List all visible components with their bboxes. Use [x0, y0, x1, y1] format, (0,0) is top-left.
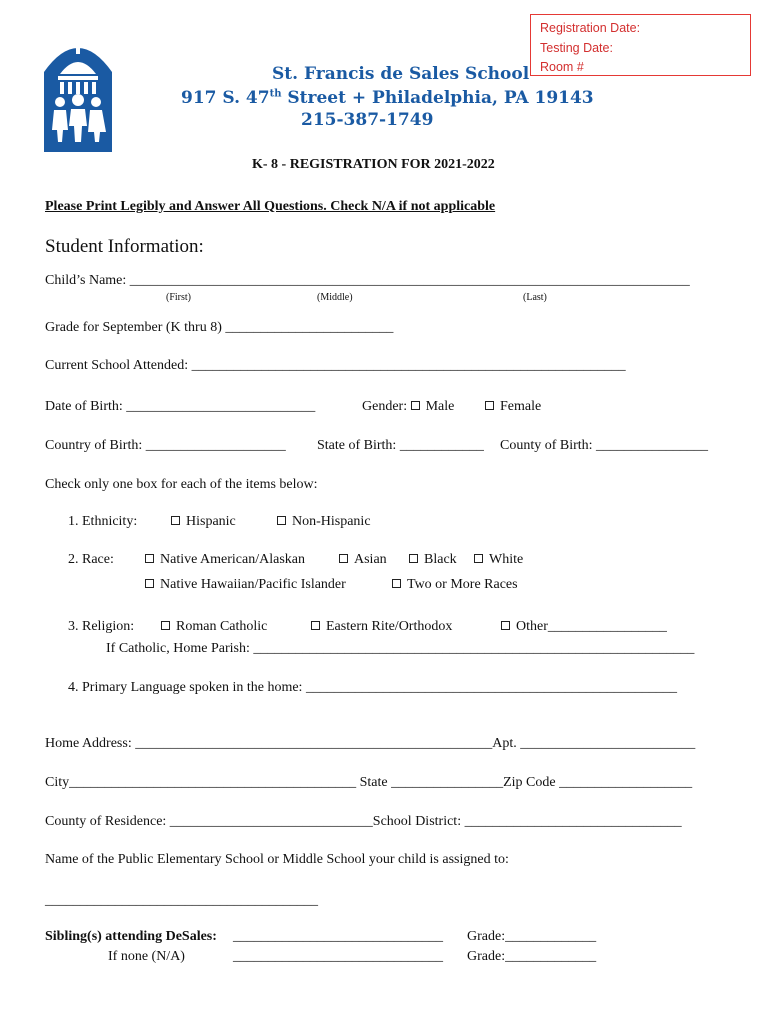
school-logo [44, 38, 112, 152]
roman-catholic-checkbox[interactable] [161, 621, 170, 630]
ethnicity-label: 1. Ethnicity: [68, 514, 138, 529]
two-or-more-checkbox[interactable] [392, 579, 401, 588]
dob-field[interactable]: Date of Birth: ___________________________ [45, 399, 316, 414]
siblings-grade-field[interactable]: Grade:_____________ [467, 929, 597, 944]
name-middle-label: (Middle) [317, 292, 353, 303]
female-checkbox[interactable] [485, 401, 494, 410]
religion-other-field[interactable]: Other_________________ [516, 619, 667, 634]
black-checkbox[interactable] [409, 554, 418, 563]
white-checkbox[interactable] [474, 554, 483, 563]
school-address [181, 88, 594, 108]
two-or-more-label: Two or More Races [407, 577, 518, 592]
roman-catholic-option [161, 619, 267, 635]
white-label: White [489, 552, 524, 567]
form-title: K- 8 - REGISTRATION FOR 2021-2022 [252, 157, 495, 172]
native-american-option [145, 552, 305, 568]
public-school-field[interactable]: _______________________________________ [45, 893, 318, 908]
home-address-field[interactable]: Home Address: ___________________________________________________Apt. _________________________ [45, 736, 696, 751]
address-sup: th [269, 88, 282, 100]
black-label: Black [424, 552, 457, 567]
registration-date-label: Registration Date: [540, 21, 641, 35]
religion-other-checkbox[interactable] [501, 621, 510, 630]
grade-september-field[interactable]: Grade for September (K thru 8) ________________________ [45, 320, 394, 335]
eastern-rite-option [311, 619, 452, 635]
section-title: Student Information: [45, 236, 204, 257]
eastern-rite-label: Eastern Rite/Orthodox [326, 619, 453, 634]
non-hispanic-checkbox[interactable] [277, 516, 286, 525]
instructions: Please Print Legibly and Answer All Questions. Check N/A if not applicable [45, 199, 496, 214]
male-label: Male [425, 399, 455, 414]
home-parish-field[interactable]: If Catholic, Home Parish: _______________________________________________________________ [106, 641, 695, 656]
room-label: Room # [540, 60, 584, 74]
check-instruction: Check only one box for each of the items below: [45, 477, 318, 492]
name-first-label: (First) [166, 292, 191, 303]
native-hawaiian-checkbox[interactable] [145, 579, 154, 588]
if-none-label: If none (N/A) [108, 949, 185, 964]
city-state-zip-field[interactable]: City_________________________________________ State ________________Zip Code ___________________ [45, 775, 693, 790]
gender-label: Gender: [362, 399, 408, 414]
male-checkbox[interactable] [411, 401, 420, 410]
native-american-checkbox[interactable] [145, 554, 154, 563]
hispanic-label: Hispanic [186, 514, 236, 529]
school-phone: 215-387-1749 [301, 110, 434, 130]
public-school-label: Name of the Public Elementary School or Middle School your child is assigned to: [45, 852, 509, 867]
religion-other-option [501, 619, 667, 635]
asian-label: Asian [354, 552, 387, 567]
siblings-field[interactable]: ______________________________ [233, 929, 443, 944]
state-of-birth-field[interactable]: State of Birth: ____________ [317, 438, 484, 453]
non-hispanic-option [277, 514, 371, 530]
county-of-birth-field[interactable]: County of Birth: ________________ [500, 438, 709, 453]
female-label: Female [500, 399, 542, 414]
religion-label: 3. Religion: [68, 619, 135, 634]
eastern-rite-checkbox[interactable] [311, 621, 320, 630]
gender-group [362, 399, 454, 415]
office-use-box [530, 14, 751, 76]
testing-date-label: Testing Date: [540, 40, 613, 55]
black-option [409, 552, 457, 568]
address-street-number: 917 S. 47 [181, 88, 270, 108]
primary-language-field[interactable]: 4. Primary Language spoken in the home: _____________________________________________________ [68, 680, 677, 695]
hispanic-option [171, 514, 236, 530]
if-none-field[interactable]: ______________________________ [233, 949, 443, 964]
if-none-grade-field[interactable]: Grade:_____________ [467, 949, 597, 964]
roman-catholic-label: Roman Catholic [176, 619, 268, 634]
current-school-field[interactable]: Current School Attended: ______________________________________________________________ [45, 358, 626, 373]
country-of-birth-field[interactable]: Country of Birth: ____________________ [45, 438, 286, 453]
race-label: 2. Race: [68, 552, 114, 567]
native-american-label: Native American/Alaskan [160, 552, 306, 567]
female-option [485, 399, 541, 415]
school-name: St. Francis de Sales School [272, 64, 530, 84]
county-district-field[interactable]: County of Residence: _____________________________School District: _______________________________ [45, 814, 682, 829]
native-hawaiian-label: Native Hawaiian/Pacific Islander [160, 577, 346, 592]
name-last-label: (Last) [523, 292, 547, 303]
asian-option [339, 552, 387, 568]
hispanic-checkbox[interactable] [171, 516, 180, 525]
non-hispanic-label: Non-Hispanic [292, 514, 371, 529]
address-rest: Street + Philadelphia, PA 19143 [281, 88, 594, 108]
siblings-label: Sibling(s) attending DeSales: [45, 929, 217, 944]
native-hawaiian-option [145, 577, 346, 593]
two-or-more-option [392, 577, 518, 593]
white-option [474, 552, 523, 568]
asian-checkbox[interactable] [339, 554, 348, 563]
childs-name-field[interactable]: Child’s Name: ________________________________________________________________________________ [45, 273, 690, 288]
